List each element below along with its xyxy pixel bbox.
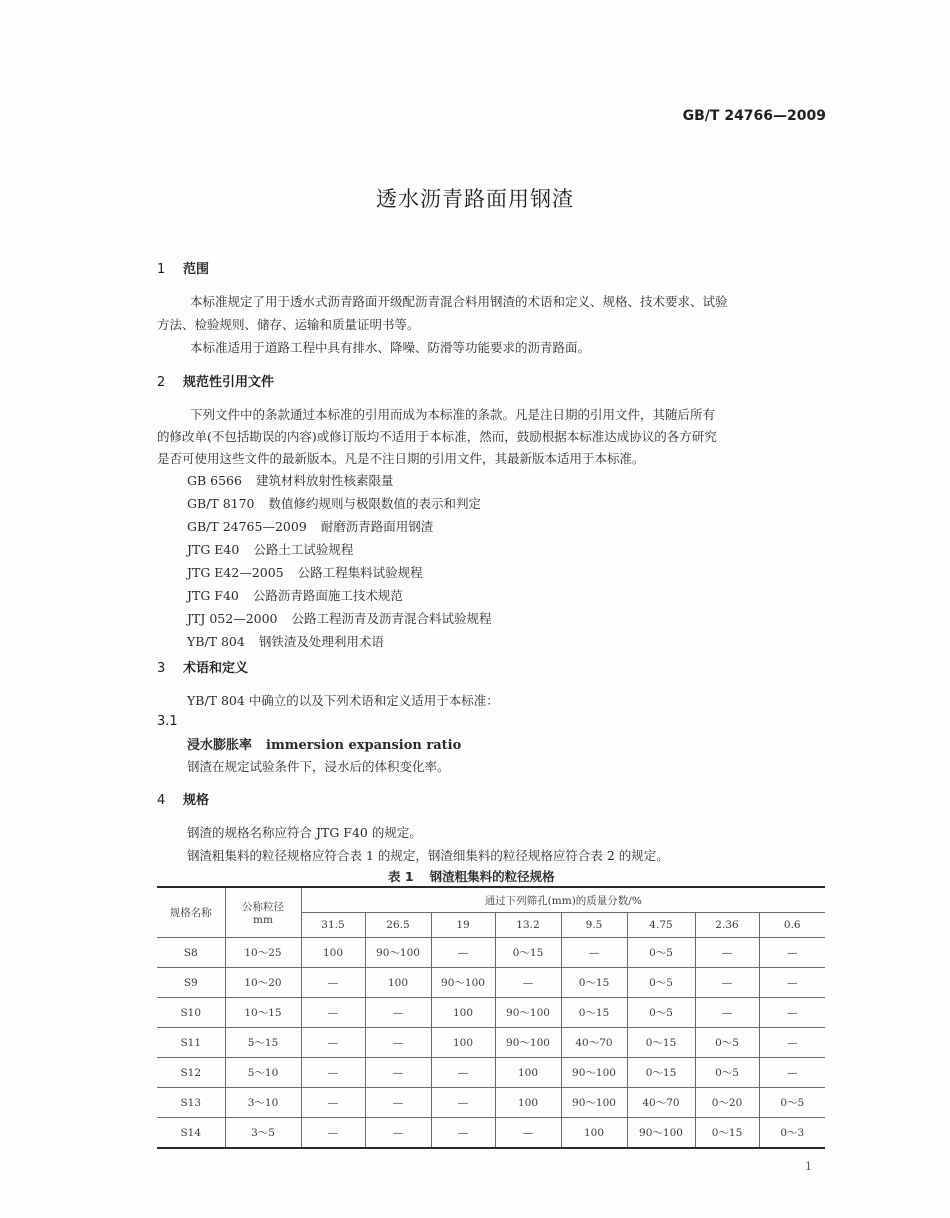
reference-code: GB/T 8170 [187, 496, 255, 511]
header-nominal-size [225, 887, 301, 938]
nominal-size: 5～10 [225, 1058, 301, 1088]
passing-value: — [301, 998, 365, 1028]
passing-value: 0～5 [759, 1088, 825, 1118]
clause-number: 3.1 [157, 714, 178, 729]
passing-value: — [561, 938, 627, 968]
spec-name: S13 [157, 1088, 225, 1118]
spec-name: S8 [157, 938, 225, 968]
term-definition: 钢渣在规定试验条件下，浸水后的体积变化率。 [187, 759, 450, 774]
section-number: 4 [157, 793, 166, 808]
section-1-para-2: 本标准适用于道路工程中具有排水、降噪、防滑等功能要求的沥青路面。 [190, 340, 591, 355]
passing-value: 90～100 [561, 1088, 627, 1118]
section-number: 2 [157, 375, 166, 390]
sieve-size: 26.5 [365, 913, 431, 938]
passing-value: 100 [431, 998, 495, 1028]
passing-value: — [695, 938, 759, 968]
reference-title: 公路沥青路面施工技术规范 [252, 588, 403, 603]
section-1-para-1-line-1: 本标准规定了用于透水式沥青路面开级配沥青混合料用钢渣的术语和定义、规格、技术要求、试验 [190, 294, 728, 309]
passing-value: 100 [301, 938, 365, 968]
reference-title: 钢铁渣及处理利用术语 [258, 634, 384, 649]
reference-title: 公路土工试验规程 [253, 542, 354, 557]
term-chinese: 浸水膨胀率 [187, 738, 253, 753]
table-row [157, 1088, 825, 1118]
table-number: 表 1 [388, 869, 414, 884]
table-row [157, 1028, 825, 1058]
nominal-size: 10～25 [225, 938, 301, 968]
passing-value: 40～70 [561, 1028, 627, 1058]
section-4-para-2: 钢渣粗集料的粒径规格应符合表 1 的规定，钢渣细集料的粒径规格应符合表 2 的规定。 [187, 848, 669, 863]
passing-value: 100 [495, 1058, 561, 1088]
sieve-size: 19 [431, 913, 495, 938]
nominal-size: 10～20 [225, 968, 301, 998]
section-4-para-1: 钢渣的规格名称应符合 JTG F40 的规定。 [187, 825, 422, 840]
passing-value: — [495, 1118, 561, 1149]
section-4-heading [157, 789, 209, 808]
reference-code: JTJ 052—2000 [187, 611, 278, 626]
section-title: 术语和定义 [183, 661, 249, 676]
section-2-para-line-3: 是否可使用这些文件的最新版本。凡是不注日期的引用文件，其最新版本适用于本标准。 [157, 451, 645, 466]
passing-value: 100 [561, 1118, 627, 1149]
sieve-size: 0.6 [759, 913, 825, 938]
reference-title: 数值修约规则与极限数值的表示和判定 [268, 496, 482, 511]
reference-item [187, 494, 481, 512]
passing-value: 90～100 [431, 968, 495, 998]
reference-code: GB 6566 [187, 473, 242, 488]
passing-value: — [431, 1058, 495, 1088]
passing-value: 0～5 [627, 998, 695, 1028]
passing-value: — [365, 1118, 431, 1149]
reference-item [187, 517, 433, 535]
passing-value: — [431, 938, 495, 968]
passing-value: 0～15 [561, 998, 627, 1028]
table-row [157, 998, 825, 1028]
passing-value: — [759, 998, 825, 1028]
reference-code: JTG E40 [187, 542, 240, 557]
passing-value: — [301, 1028, 365, 1058]
sieve-size: 13.2 [495, 913, 561, 938]
sieve-size: 9.5 [561, 913, 627, 938]
passing-value: — [695, 968, 759, 998]
spec-name: S12 [157, 1058, 225, 1088]
passing-value: — [365, 1028, 431, 1058]
sieve-size: 2.36 [695, 913, 759, 938]
header-nominal-size-unit: mm [253, 914, 273, 926]
reference-item [187, 586, 403, 604]
passing-value: — [301, 968, 365, 998]
spec-name: S11 [157, 1028, 225, 1058]
reference-title: 公路工程集料试验规程 [297, 565, 423, 580]
passing-value: — [759, 1058, 825, 1088]
passing-value: — [695, 998, 759, 1028]
passing-value: 0～15 [627, 1028, 695, 1058]
section-1-para-1-line-2: 方法、检验规则、储存、运输和质量证明书等。 [157, 317, 420, 332]
sieve-size: 4.75 [627, 913, 695, 938]
passing-value: 100 [431, 1028, 495, 1058]
section-title: 规范性引用文件 [183, 375, 275, 390]
table-title: 钢渣粗集料的粒径规格 [429, 869, 555, 884]
passing-value: 0～3 [759, 1118, 825, 1149]
passing-value: — [495, 968, 561, 998]
reference-title: 耐磨沥青路面用钢渣 [320, 519, 434, 534]
reference-code: YB/T 804 [187, 634, 245, 649]
passing-value: — [365, 1088, 431, 1118]
passing-value: — [431, 1088, 495, 1118]
nominal-size: 3～10 [225, 1088, 301, 1118]
sieve-size: 31.5 [301, 913, 365, 938]
passing-value: 90～100 [365, 938, 431, 968]
section-1-heading [157, 258, 209, 277]
table-row [157, 968, 825, 998]
reference-title: 建筑材料放射性核素限量 [255, 473, 394, 488]
passing-value: 90～100 [561, 1058, 627, 1088]
reference-item [187, 471, 393, 489]
spec-name: S9 [157, 968, 225, 998]
passing-value: 90～100 [627, 1118, 695, 1149]
table-caption [388, 867, 555, 885]
header-spec-name: 规格名称 [157, 887, 225, 938]
section-title: 规格 [183, 793, 210, 808]
passing-value: 0～15 [495, 938, 561, 968]
nominal-size: 10～15 [225, 998, 301, 1028]
passing-value: — [759, 938, 825, 968]
table-row [157, 938, 825, 968]
passing-value: 0～5 [695, 1058, 759, 1088]
table-row [157, 1118, 825, 1149]
spec-name: S10 [157, 998, 225, 1028]
passing-value: — [431, 1118, 495, 1149]
reference-item [187, 540, 353, 558]
passing-value: 0～20 [695, 1088, 759, 1118]
passing-value: 0～15 [627, 1058, 695, 1088]
section-2-para-line-1: 下列文件中的条款通过本标准的引用而成为本标准的条款。凡是注日期的引用文件，其随后所有 [190, 407, 716, 422]
passing-value: 0～5 [627, 938, 695, 968]
section-2-para-line-2: 的修改单(不包括勘误的内容)或修订版均不适用于本标准，然而，鼓励根据本标准达成协议的各方研究 [157, 429, 717, 444]
table-header-row [157, 887, 825, 913]
term-english: immersion expansion ratio [266, 738, 462, 753]
page-number: 1 [805, 1160, 812, 1173]
section-number: 1 [157, 262, 166, 277]
reference-title: 公路工程沥青及沥青混合料试验规程 [291, 611, 492, 626]
reference-item [187, 563, 423, 581]
passing-value: — [759, 968, 825, 998]
passing-value: — [301, 1088, 365, 1118]
reference-code: JTG E42—2005 [187, 565, 284, 580]
section-2-heading [157, 371, 274, 390]
passing-value: 90～100 [495, 998, 561, 1028]
section-number: 3 [157, 661, 166, 676]
document-title: 透水沥青路面用钢渣 [376, 187, 574, 211]
passing-value: — [759, 1028, 825, 1058]
passing-value: — [301, 1058, 365, 1088]
reference-item [187, 609, 492, 627]
passing-value: 0～15 [561, 968, 627, 998]
header-passing-group: 通过下列筛孔(mm)的质量分数/% [301, 887, 825, 913]
passing-value: 40～70 [627, 1088, 695, 1118]
passing-value: — [301, 1118, 365, 1149]
nominal-size: 3～5 [225, 1118, 301, 1149]
standard-number: GB/T 24766—2009 [682, 108, 826, 124]
passing-value: 90～100 [495, 1028, 561, 1058]
passing-value: 0～5 [627, 968, 695, 998]
passing-value: — [365, 998, 431, 1028]
reference-code: GB/T 24765—2009 [187, 519, 307, 534]
reference-item [187, 632, 384, 650]
nominal-size: 5～15 [225, 1028, 301, 1058]
header-nominal-size-label: 公称粒径 [242, 901, 284, 913]
section-3-para: YB/T 804 中确立的以及下列术语和定义适用于本标准： [187, 693, 499, 708]
term-entry [187, 734, 461, 753]
spec-name: S14 [157, 1118, 225, 1149]
table-row [157, 1058, 825, 1088]
passing-value: 0～5 [695, 1028, 759, 1058]
passing-value: 100 [365, 968, 431, 998]
grain-size-table [157, 886, 825, 1149]
passing-value: 0～15 [695, 1118, 759, 1149]
reference-code: JTG F40 [187, 588, 239, 603]
passing-value: — [365, 1058, 431, 1088]
passing-value: 100 [495, 1088, 561, 1118]
section-title: 范围 [183, 262, 210, 277]
section-3-heading [157, 657, 248, 676]
